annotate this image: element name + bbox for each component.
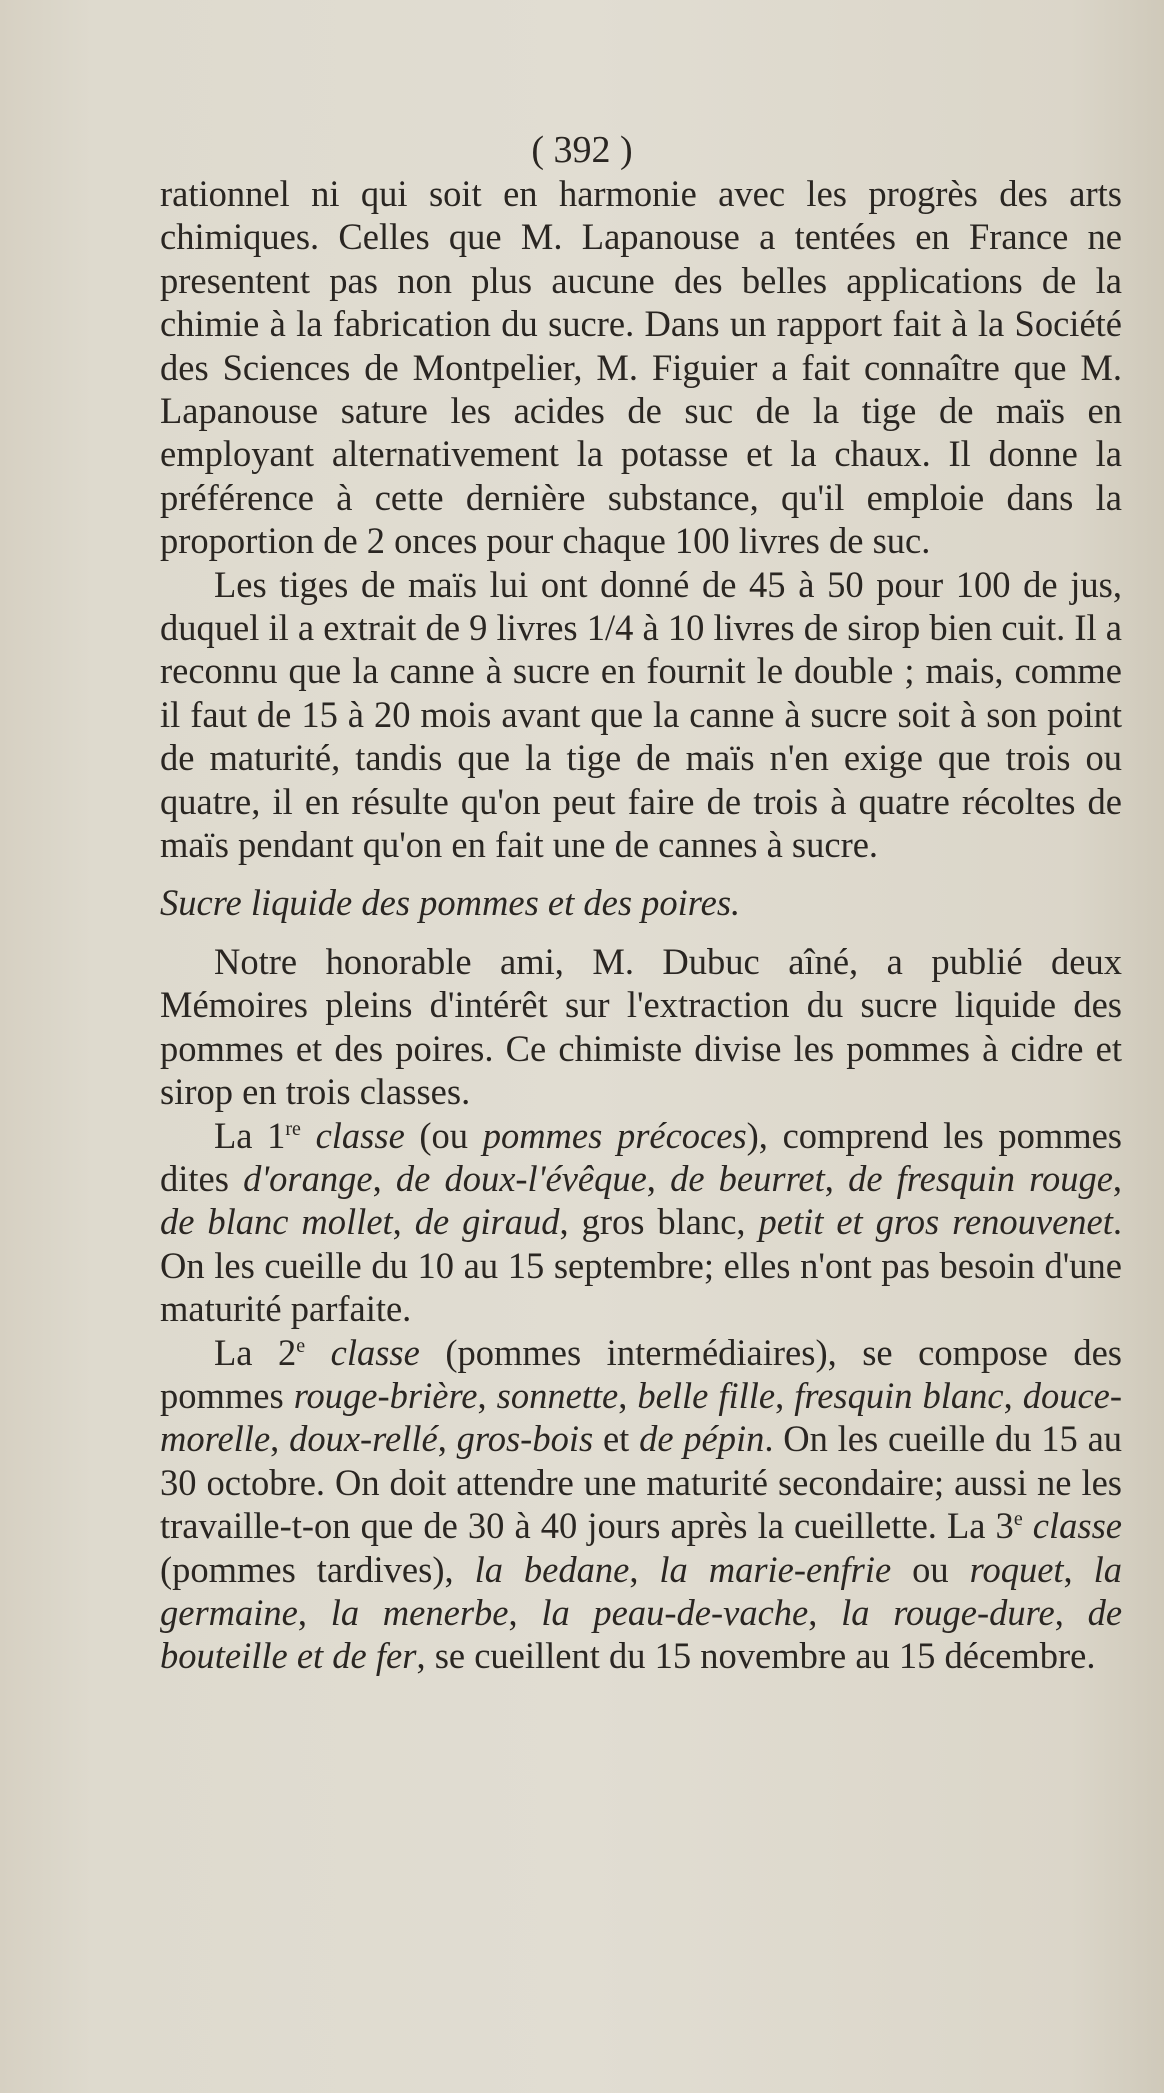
page-text [160,172,1122,1678]
paragraph-dubuc: Notre honorable ami, M. Dubuc aîné, a publié deux Mémoires pleins d'intérêt sur l'extraction du sucre liquide des pommes et des poires. Ce chimiste divise les pommes à cidre et sirop en trois classes. [160,940,1122,1113]
section-heading: Sucre liquide des pommes et des poires. [160,881,741,923]
paragraph-continuation: rationnel ni qui soit en harmonie avec les progrès des arts chimiques. Celles que M. Lapanouse a tentées en France ne presentent pas non plus aucune des belles applications de la chimie à la fabrication du sucre. Dans un rapport fait à la Société des Sciences de Montpelier, M. Figuier a fait connaître que M. Lapanouse sature les acides de suc de la tige de maïs en employant alternativement la potasse et la chaux. Il donne la préférence à cette dernière substance, qu'il emploie dans la proportion de 2 onces pour chaque 100 livres de suc. [160,173,1122,562]
paragraph-second-third-class: La 2e classe (pommes intermédiaires), se compose des pommes rouge-brière, sonnette, belle fille, fresquin blanc, douce-morelle, doux-rellé, gros-bois et de pépin. On les cueille du 15 au 30 octobre. On doit attendre une maturité secondaire; aussi ne les travaille-t-on que de 30 à 40 jours après la cueillette. La 3e classe (pommes tardives), la bedane, la marie-enfrie ou roquet, la germaine, la menerbe, la peau-de-vache, la rouge-dure, de bouteille et de fer, se cueillent du 15 novembre au 15 décembre. [160,1331,1123,1677]
paragraph-first-class: La 1re classe (ou pommes précoces), comprend les pommes dites d'orange, de doux-l'évêque, de beurret, de fresquin rouge, de blanc mollet, de giraud, gros blanc, petit et gros renouvenet. On les cueille du 10 au 15 septembre; elles n'ont pas besoin d'une maturité parfaite. [160,1114,1123,1330]
page-number: ( 392 ) [531,129,633,171]
paragraph-mais-yield: Les tiges de maïs lui ont donné de 45 à 50 pour 100 de jus, duquel il a extrait de 9 livres 1/4 à 10 livres de sirop bien cuit. Il a reconnu que la canne à sucre en fournit le double ; mais, comme il faut de 15 à 20 mois avant que la canne à sucre soit à son point de maturité, tandis que la tige de maïs n'en exige que trois ou quatre, il en résulte qu'on peut faire de trois à quatre récoltes de maïs pendant qu'on en fait une de cannes à sucre. [160,563,1122,866]
